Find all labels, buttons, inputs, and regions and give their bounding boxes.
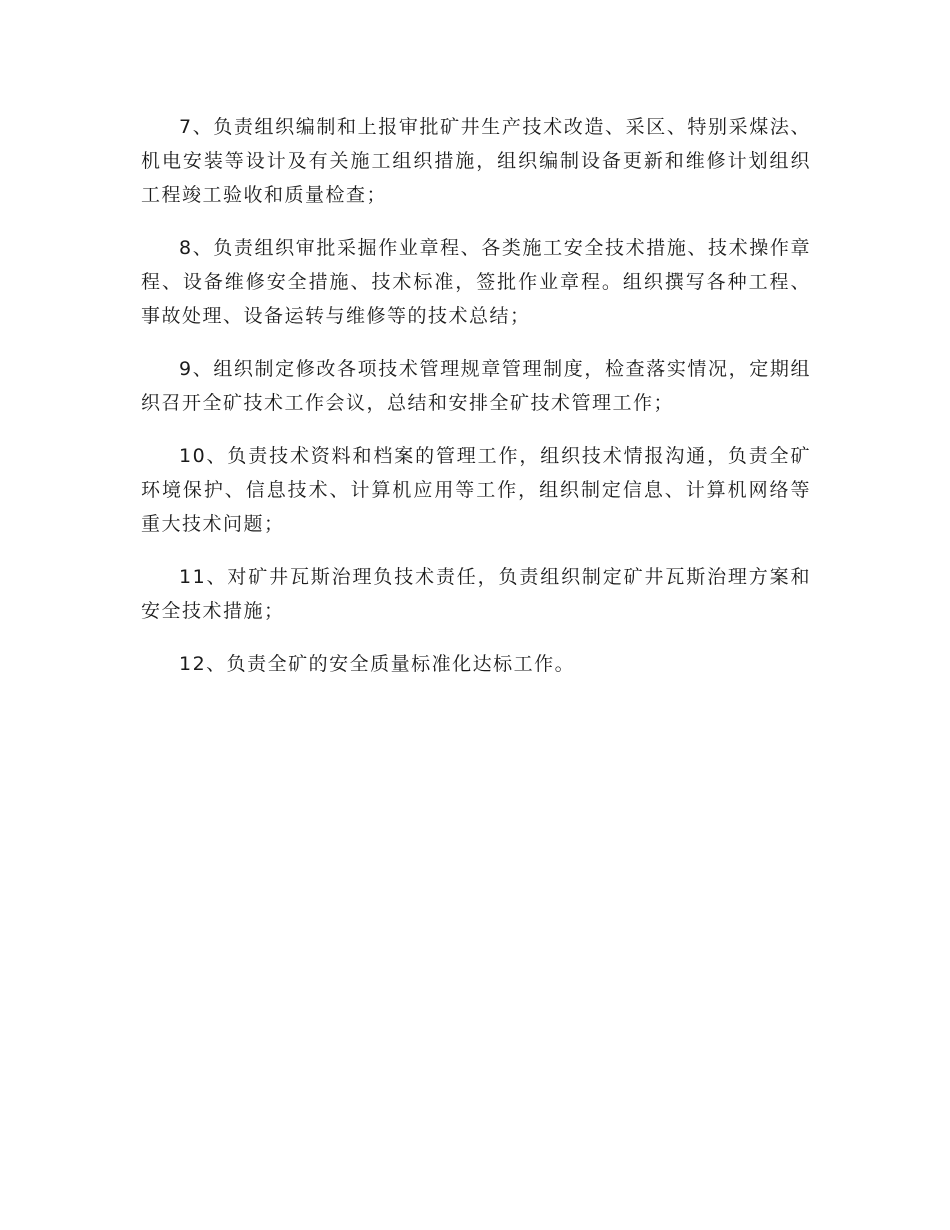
paragraph-item-8: 8、负责组织审批采掘作业章程、各类施工安全技术措施、技术操作章程、设备维修安全措施、技术标准，签批作业章程。组织撰写各种工程、事故处理、设备运转与维修等的技术总结； bbox=[141, 237, 811, 327]
document-body bbox=[141, 110, 811, 700]
paragraph-item-9: 9、组织制定修改各项技术管理规章管理制度，检查落实情况，定期组织召开全矿技术工作会议，总结和安排全矿技术管理工作； bbox=[141, 358, 811, 414]
paragraph-item-7: 7、负责组织编制和上报审批矿井生产技术改造、采区、特别采煤法、机电安装等设计及有关施工组织措施，组织编制设备更新和维修计划组织工程竣工验收和质量检查； bbox=[141, 116, 811, 206]
paragraph-item-10: 10、负责技术资料和档案的管理工作，组织技术情报沟通，负责全矿环境保护、信息技术、计算机应用等工作，组织制定信息、计算机网络等重大技术问题； bbox=[141, 445, 811, 535]
paragraph-item-12: 12、负责全矿的安全质量标准化达标工作。 bbox=[179, 653, 576, 675]
paragraph-item-11: 11、对矿井瓦斯治理负技术责任，负责组织制定矿井瓦斯治理方案和安全技术措施； bbox=[141, 566, 811, 622]
